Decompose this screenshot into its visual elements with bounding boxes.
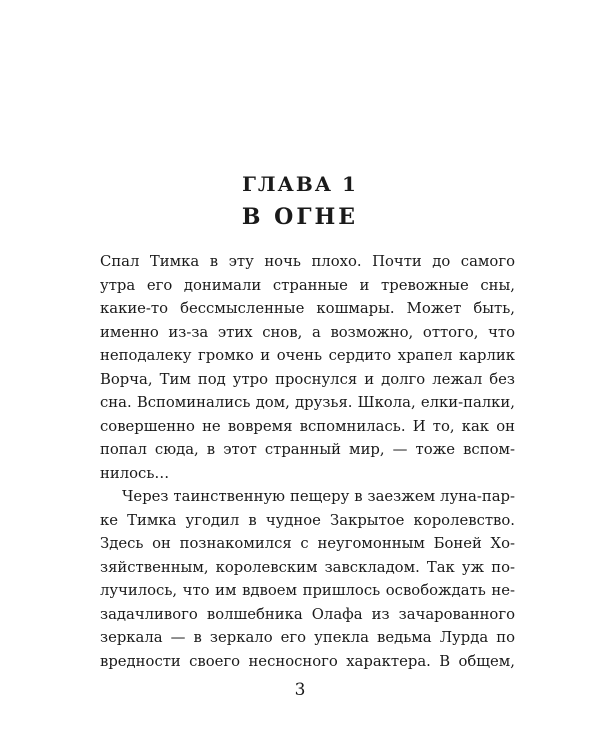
- chapter-title: В ОГНЕ: [241, 204, 359, 230]
- text-line: утра его донимали странные и тревожные сны,: [100, 276, 515, 294]
- page-number: 3: [294, 680, 306, 700]
- text-line: Ворча, Тим под утро проснулся и долго лежал без: [100, 370, 515, 388]
- text-line: какие-то бессмысленные кошмары. Может быть,: [100, 300, 515, 317]
- text-line: задачливого волшебника Олафа из зачарованного: [100, 605, 515, 623]
- body-text: [100, 250, 515, 673]
- text-line: лучилось, что им вдвоем пришлось освобождать не-: [100, 582, 515, 599]
- chapter-number: ГЛАВА 1: [242, 172, 358, 196]
- text-line: Спал Тимка в эту ночь плохо. Почти до самого: [100, 253, 515, 270]
- paragraph-2: [100, 485, 515, 673]
- text-line: вредности своего несносного характера. В общем,: [100, 652, 515, 670]
- text-line: нилось…: [100, 464, 170, 482]
- text-line: сна. Вспоминались дом, друзья. Школа, елки-палки,: [100, 394, 515, 411]
- text-line: совершенно не вовремя вспомнилась. И то, как он: [100, 417, 515, 435]
- text-line: попал сюда, в этот странный мир, — тоже вспом-: [100, 441, 515, 458]
- text-line: ке Тимка угодил в чудное Закрытое королевство.: [100, 511, 515, 529]
- text-line: Через таинственную пещеру в заезжем луна-пар-: [122, 488, 515, 505]
- text-line: именно из-за этих снов, а возможно, оттого, что: [100, 323, 515, 341]
- paragraph-1: [100, 250, 515, 485]
- text-line: Здесь он познакомился с неугомонным Боней Хо-: [100, 535, 515, 552]
- text-line: зеркала — в зеркало его упекла ведьма Лурда по: [100, 629, 515, 646]
- text-line: неподалеку громко и очень сердито храпел карлик: [100, 347, 515, 364]
- text-line: зяйственным, королевским завскладом. Так уж по-: [100, 558, 515, 576]
